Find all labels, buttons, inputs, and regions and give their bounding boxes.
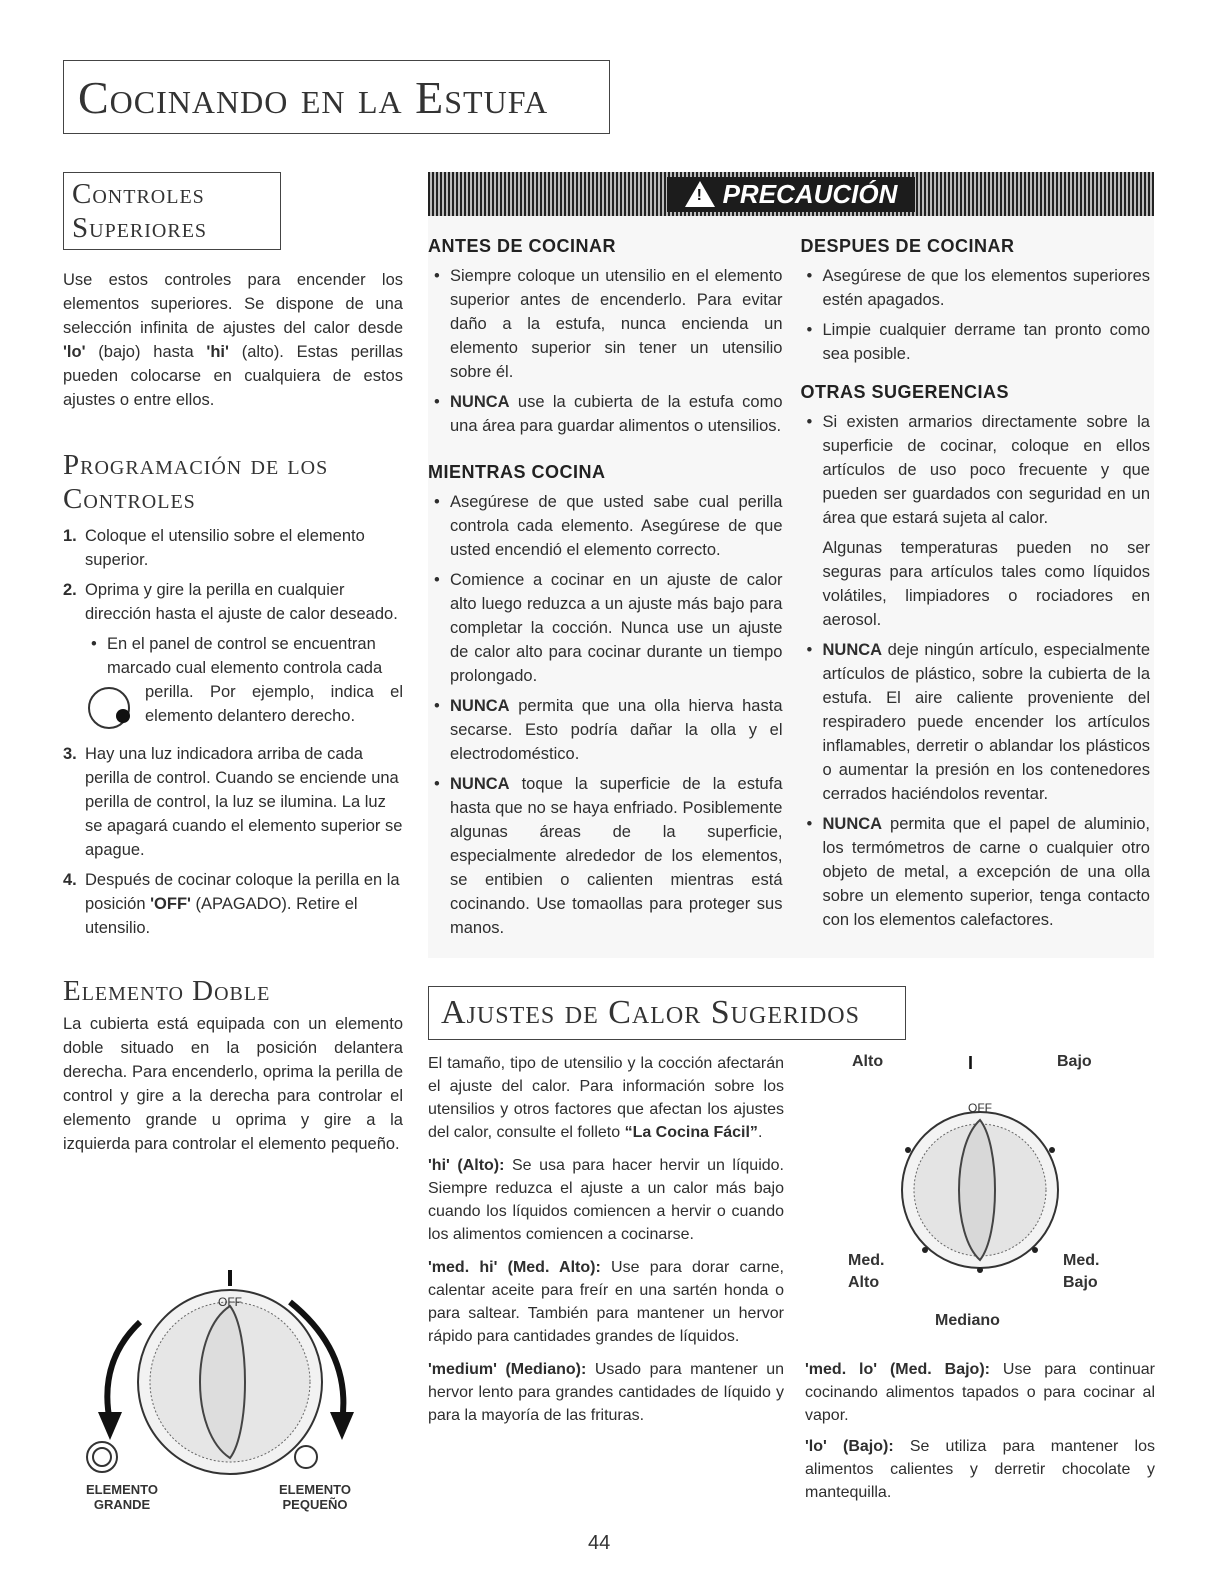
step-2-number: 2. (63, 581, 77, 599)
caution-box (428, 172, 1154, 972)
other-item-1b-text: Algunas temperaturas pueden no ser seguras para artículos tales como líquidos volátiles, limpiadores o rociadores en aerosol. (822, 539, 1150, 629)
small-element-label-1: ELEMENTO (279, 1482, 351, 1497)
controls-lo: 'lo' (63, 343, 86, 361)
sub-bullet (85, 632, 403, 736)
before-item-2-never: NUNCA (450, 393, 510, 411)
sub-bullet-block (63, 632, 403, 736)
small-element-label (260, 1482, 370, 1512)
dual-knob-off-label: OFF (218, 1295, 242, 1309)
dual-knob (138, 1290, 322, 1474)
during-item-3 (428, 694, 783, 766)
setting-medhi (428, 1256, 784, 1348)
caution-left-col (428, 234, 783, 946)
step-1-number: 1. (63, 527, 77, 545)
dial-label-mediano: Mediano (935, 1312, 1000, 1329)
other-item-1-text: Si existen armarios directamente sobre la superficie de cocinar, coloque en ellos artículos de uso poco frecuente y que pueden ser guardados con seguridad en un área que estará sujeta al calor. (822, 413, 1150, 527)
left-column (63, 172, 403, 1162)
dial-label-medalto (848, 1250, 884, 1294)
caution-title-wrap (667, 177, 916, 212)
dial-label-medalto-1: Med. (848, 1252, 885, 1269)
other-item-3 (801, 812, 1151, 932)
knob-indicator-icon (83, 680, 139, 736)
step-4 (63, 868, 403, 940)
step-3-text: Hay una luz indicadora arriba de cada perilla de control. Cuando se enciende una perilla de control, la luz se ilumina. La luz se apagará cuando el elemento superior se apague. (85, 745, 403, 859)
other-item-2 (801, 638, 1151, 806)
during-item-2: • Comience a cocinar en un ajuste de calor alto luego reduzca a un ajuste más bajo para completar la cocción. Nunca use un ajuste de calor alto para cocinar durante un tiempo prolongado. (428, 568, 783, 688)
controls-heading-line1: Controles (72, 178, 205, 210)
settings-intro-c: . (757, 1124, 763, 1141)
controls-hi: 'hi' (206, 343, 229, 361)
before-item-1: • Siempre coloque un utensilio en el elemento superior antes de encenderlo. Para evitar daño a la estufa, nunca encienda un elemento superior sin tener un utensilio sobre él. (428, 264, 783, 384)
setting-hi-text: Se usa para hacer hervir un líquido. Siempre reduzca el ajuste a un calor más bajo cuando los líquidos comiencen a hervir o cuando los alimentos comiencen a cocinarse. (428, 1157, 784, 1243)
during-item-1: • Asegúrese de que usted sabe cual perilla controla cada elemento. Asegúrese de que usted encendió el elemento correcto. (428, 490, 783, 562)
before-cooking-heading: ANTES DE COCINAR (428, 236, 617, 256)
setting-hi (428, 1154, 784, 1246)
large-element-label-1: ELEMENTO (86, 1482, 158, 1497)
setting-lo-label: 'lo' (Bajo): (805, 1438, 894, 1455)
dual-element-paragraph: La cubierta está equipada con un elemento doble situado en la posición delantera derecha. Para encenderlo, oprima la perilla de control y gire a la derecha para controlar el elemento grande u oprima y gire a la izquierda para controlar el elemento pequeño. (63, 1015, 403, 1153)
step-2-text: Oprima y gire la perilla en cualquier dirección hasta el ajuste de calor deseado. (85, 581, 398, 623)
step-1-text: Coloque el utensilio sobre el elemento superior. (85, 527, 365, 569)
curved-arrow-left-icon (98, 1322, 140, 1440)
other-item-3-text: permita que el papel de aluminio, los termómetros de carne o cualquier otro objeto de metal, a excepción de una olla sobre un elemento superior, tenga contacto con los elementos calefactores. (822, 815, 1150, 929)
dual-element-heading: Elemento Doble (63, 975, 271, 1007)
sub-bullet-text-b: perilla. Por ejemplo, indica el elemento delantero derecho. (145, 683, 403, 725)
setting-medium-label: 'medium' (Mediano): (428, 1361, 587, 1378)
large-element-label (67, 1482, 177, 1512)
setting-lo (805, 1435, 1155, 1504)
during-item-4-never: NUNCA (450, 775, 510, 793)
controls-heading-line2: Superiores (72, 212, 208, 244)
step-4-off: 'OFF' (150, 895, 191, 913)
setting-medlo-text: Use para continuar cocinando alimentos tapados o para cocinar al vapor. (805, 1361, 1155, 1424)
setting-medium-text: Usado para mantener un hervor lento para grandes cantidades de líquido y para la mayoría de las frituras. (428, 1361, 784, 1424)
dial-label-bajo: Bajo (1057, 1053, 1092, 1070)
controls-heading-box (63, 172, 281, 250)
small-element-label-2: PEQUEÑO (282, 1497, 348, 1512)
step-4-number: 4. (63, 871, 77, 889)
settings-intro-booklet: “La Cocina Fácil” (624, 1124, 758, 1141)
settings-intro-a: El tamaño, tipo de utensilio y la cocción afectarán el ajuste del calor. Para información sobre los utensilios y otros factores que afectan los ajustes del calor, consulte el folleto (428, 1055, 784, 1141)
step-3-number: 3. (63, 745, 77, 763)
warning-triangle-icon: ! (685, 181, 715, 207)
caution-right-col (801, 234, 1151, 946)
setting-lo-text: Se utiliza para mantener los alimentos calientes y derretir chocolate y mantequilla. (805, 1438, 1155, 1501)
dial-label-alto: Alto (852, 1053, 884, 1070)
controls-text-a: Use estos controles para encender los elementos superiores. Se dispone de una selección infinita de ajustes del calor desde (63, 271, 403, 337)
before-item-2-text: use la cubierta de la estufa como una área para guardar alimentos o utensilios. (450, 393, 783, 435)
step-3 (63, 742, 403, 862)
during-item-3-never: NUNCA (450, 697, 510, 715)
step-2 (63, 578, 403, 626)
page-number: 44 (588, 1532, 611, 1554)
caution-header (428, 172, 1154, 216)
step-4-text-b: (APAGADO). Retire el utensilio. (85, 895, 358, 937)
setting-hi-label: 'hi' (Alto): (428, 1157, 505, 1174)
after-item-2: • Limpie cualquier derrame tan pronto como sea posible. (801, 318, 1151, 366)
after-item-1: • Asegúrese de que los elementos superiores estén apagados. (801, 264, 1151, 312)
settings-heading-box (428, 986, 906, 1040)
other-item-2-text: deje ningún artículo, especialmente artículos de plástico, sobre la cubierta de la estufa. El aire caliente proveniente del respiradero puede encender los artículos inflamables, derretir o ablandar los plásticos o aumentar la presión en los contenedores cerrados haciéndolos reventar. (822, 641, 1150, 803)
small-element-icon (295, 1446, 317, 1468)
other-suggestions-heading: OTRAS SUGERENCIAS (800, 382, 1010, 402)
before-item-2 (428, 390, 783, 438)
sub-bullet-text-a: En el panel de control se encuentran marcado cual elemento controla cada (107, 635, 383, 677)
programming-heading-line1: Programación de los (63, 449, 329, 481)
settings-intro (428, 1052, 784, 1144)
programming-heading-line2: Controles (63, 483, 196, 515)
during-cooking-heading: MIENTRAS COCINA (428, 462, 606, 482)
other-item-1 (801, 410, 1151, 632)
heat-dial-illustration (880, 1090, 1080, 1290)
setting-medlo (805, 1358, 1155, 1427)
programming-heading (63, 448, 403, 516)
page-title: Cocinando en la Estufa (78, 71, 549, 123)
large-element-icon (87, 1442, 117, 1472)
dial-label-hi-mark: I (968, 1053, 974, 1073)
setting-medhi-label: 'med. hi' (Med. Alto): (428, 1259, 601, 1276)
during-item-4 (428, 772, 783, 940)
caution-body (428, 216, 1154, 958)
dial-label-medbajo-2: Bajo (1063, 1274, 1098, 1291)
step-1 (63, 524, 403, 572)
during-item-3-text: permita que una olla hierva hasta secarse. Esto podría dañar la olla y el electrodoméstico. (450, 697, 783, 763)
setting-medlo-label: 'med. lo' (Med. Bajo): (805, 1361, 990, 1378)
other-item-3-never: NUNCA (822, 815, 883, 833)
step-4-text-a: Después de cocinar coloque la perilla en la posición (85, 871, 400, 913)
programming-steps-b (63, 742, 403, 940)
settings-right-col (805, 1358, 1155, 1510)
during-item-4-text: toque la superficie de la estufa hasta que no se haya enfriado. Posiblemente algunas áreas de la superficie, especialmente alrededor de los elementos, se entibien o calienten mientras está cocinando. Use tomaollas para proteger sus manos. (450, 775, 783, 937)
dial-label-medbajo-1: Med. (1063, 1252, 1100, 1269)
controls-text-b: (bajo) hasta (85, 343, 207, 361)
heat-dial (902, 1101, 1058, 1273)
after-cooking-heading: DESPUES DE COCINAR (800, 236, 1015, 256)
dial-label-medalto-2: Alto (848, 1274, 880, 1291)
heat-dial-off-label: OFF (968, 1101, 992, 1115)
setting-medhi-text: Use para dorar carne, calentar aceite para freír en una sartén honda o para saltear. También para mantener un hervor rápido para cantidades grandes de líquidos. (428, 1259, 784, 1345)
caution-title: PRECAUCIÓN (722, 178, 898, 209)
setting-medium (428, 1358, 784, 1427)
programming-steps (63, 524, 403, 626)
page-title-box (63, 60, 610, 134)
dial-label-medbajo (1063, 1250, 1099, 1294)
settings-left-col (428, 1052, 784, 1433)
other-item-2-never: NUNCA (822, 641, 883, 659)
controls-paragraph (63, 268, 403, 412)
settings-heading: Ajustes de Calor Sugeridos (441, 994, 860, 1031)
controls-text-c: (alto). Estas perillas pueden colocarse en cualquiera de estos ajustes o entre ellos. (63, 343, 403, 409)
large-element-label-2: GRANDE (93, 1497, 151, 1512)
